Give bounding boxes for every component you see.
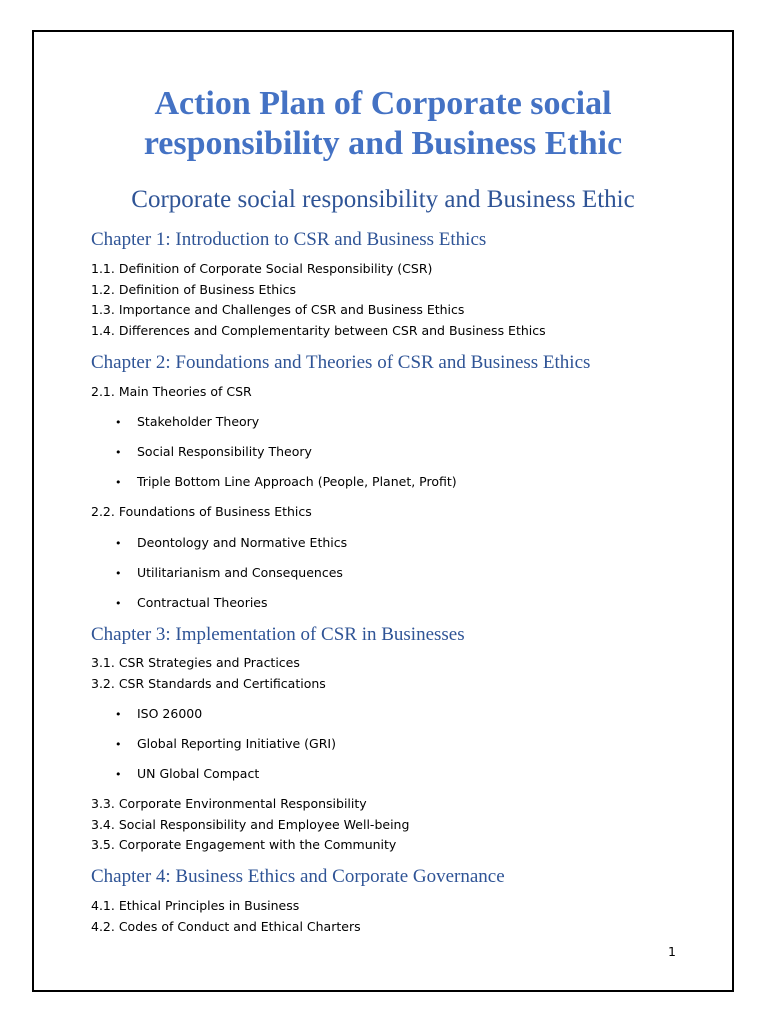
chapter-4-heading: Chapter 4: Business Ethics and Corporate Governance <box>91 866 505 887</box>
title-line-2: responsibility and Business Ethic <box>143 125 623 162</box>
bullet-icon: • <box>115 597 122 610</box>
bullet-icon: • <box>115 708 122 721</box>
document-page <box>32 30 734 992</box>
section-1-1: 1.1. Definition of Corporate Social Responsibility (CSR) <box>91 261 433 276</box>
bullet-item <box>115 706 202 723</box>
page-number: 1 <box>668 944 676 959</box>
bullet-text: ISO 26000 <box>137 706 203 721</box>
bullet-icon: • <box>115 738 122 751</box>
bullet-text: Contractual Theories <box>137 595 268 610</box>
section-1-3: 1.3. Importance and Challenges of CSR and Business Ethics <box>91 302 465 317</box>
section-1-2: 1.2. Definition of Business Ethics <box>91 282 297 297</box>
bullet-item <box>115 595 268 612</box>
bullet-item <box>115 736 336 753</box>
bullet-text: Stakeholder Theory <box>137 414 260 429</box>
bullet-text: UN Global Compact <box>137 766 260 781</box>
section-3-3: 3.3. Corporate Environmental Responsibility <box>91 796 367 811</box>
chapter-2-heading: Chapter 2: Foundations and Theories of CSR and Business Ethics <box>91 352 591 373</box>
section-2-2: 2.2. Foundations of Business Ethics <box>91 504 312 519</box>
section-3-2: 3.2. CSR Standards and Certifications <box>91 676 326 691</box>
section-3-4: 3.4. Social Responsibility and Employee Well-being <box>91 817 410 832</box>
chapter-3-heading: Chapter 3: Implementation of CSR in Businesses <box>91 624 465 645</box>
bullet-item <box>115 535 347 552</box>
section-4-1: 4.1. Ethical Principles in Business <box>91 898 300 913</box>
document-subtitle: Corporate social responsibility and Business Ethic <box>131 186 635 213</box>
bullet-icon: • <box>115 537 122 550</box>
bullet-icon: • <box>115 476 122 489</box>
section-3-1: 3.1. CSR Strategies and Practices <box>91 655 300 670</box>
bullet-icon: • <box>115 567 122 580</box>
document-title <box>34 84 732 164</box>
section-1-4: 1.4. Differences and Complementarity between CSR and Business Ethics <box>91 323 546 338</box>
bullet-text: Deontology and Normative Ethics <box>137 535 348 550</box>
bullet-icon: • <box>115 416 122 429</box>
bullet-icon: • <box>115 446 122 459</box>
bullet-item <box>115 766 259 783</box>
bullet-item <box>115 565 343 582</box>
bullet-text: Global Reporting Initiative (GRI) <box>137 736 336 751</box>
bullet-icon: • <box>115 768 122 781</box>
bullet-text: Social Responsibility Theory <box>137 444 312 459</box>
title-line-1: Action Plan of Corporate social <box>154 85 612 122</box>
bullet-item <box>115 444 312 461</box>
section-3-5: 3.5. Corporate Engagement with the Community <box>91 837 397 852</box>
section-2-1: 2.1. Main Theories of CSR <box>91 384 252 399</box>
bullet-item <box>115 474 457 491</box>
section-4-2: 4.2. Codes of Conduct and Ethical Charters <box>91 919 361 934</box>
bullet-item <box>115 414 259 431</box>
bullet-text: Utilitarianism and Consequences <box>137 565 343 580</box>
bullet-text: Triple Bottom Line Approach (People, Planet, Profit) <box>137 474 457 489</box>
chapter-1-heading: Chapter 1: Introduction to CSR and Business Ethics <box>91 229 487 250</box>
